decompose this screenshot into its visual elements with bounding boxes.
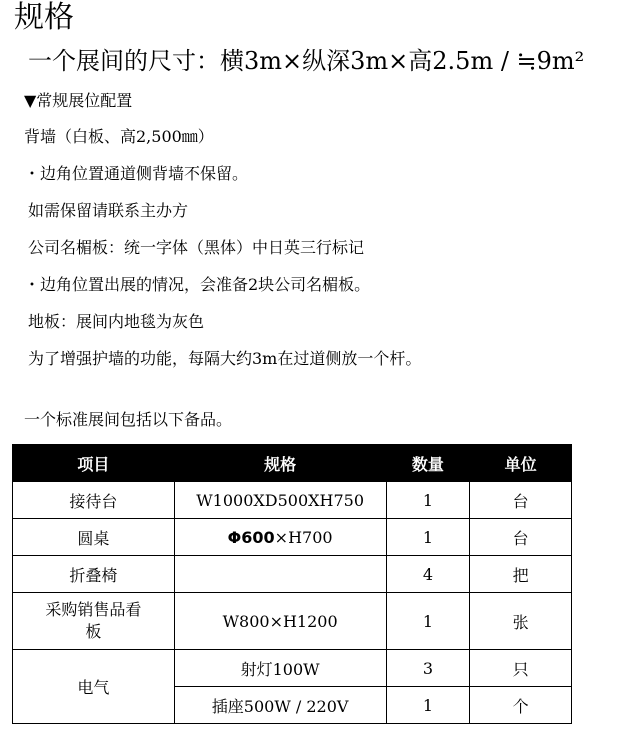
cell-spec bbox=[174, 519, 386, 556]
table-row bbox=[13, 650, 572, 687]
text-line: 地板：展间内地毯为灰色 bbox=[28, 312, 205, 331]
cell-qty: 3 bbox=[386, 650, 470, 687]
cell-item: 圆桌 bbox=[13, 519, 175, 556]
cell-unit: 个 bbox=[470, 687, 572, 724]
text-line: 为了增强护墙的功能，每隔大约3m在过道侧放一个杆。 bbox=[28, 349, 422, 368]
cell-qty: 1 bbox=[386, 519, 470, 556]
text-line: 公司名楣板：统一字体（黑体）中日英三行标记 bbox=[28, 238, 365, 257]
cell-item: 接待台 bbox=[13, 482, 175, 519]
text-line: ・边角位置通道侧背墙不保留。 bbox=[24, 164, 249, 183]
text-line: 背墙（白板、高2,500㎜） bbox=[24, 127, 214, 146]
cell-spec bbox=[174, 556, 386, 593]
cell-unit: 台 bbox=[470, 482, 572, 519]
table-row bbox=[13, 519, 572, 556]
cell-unit: 台 bbox=[470, 519, 572, 556]
cell-item-electric: 电气 bbox=[13, 650, 175, 724]
cell-unit: 张 bbox=[470, 593, 572, 650]
booth-size: 一个展间的尺寸：横3m×纵深3m×高2.5m / ≒9m² bbox=[28, 47, 585, 75]
text-line: ・边角位置出展的情况，会准备2块公司名楣板。 bbox=[24, 275, 371, 294]
cell-item: 折叠椅 bbox=[13, 556, 175, 593]
cell-unit: 只 bbox=[470, 650, 572, 687]
cell-qty: 4 bbox=[386, 556, 470, 593]
text-line: 如需保留请联系主办方 bbox=[28, 201, 189, 220]
cell-spec: W800×H1200 bbox=[174, 593, 386, 650]
cell-unit: 把 bbox=[470, 556, 572, 593]
cell-qty: 1 bbox=[386, 593, 470, 650]
cell-qty: 1 bbox=[386, 687, 470, 724]
table-row bbox=[13, 482, 572, 519]
cell-spec: 射灯100W bbox=[174, 650, 386, 687]
table-row bbox=[13, 556, 572, 593]
cell-item: 采购销售品看板 bbox=[13, 593, 175, 650]
cell-spec: 插座500W / 220V bbox=[174, 687, 386, 724]
header-spec: 规格 bbox=[174, 445, 386, 482]
equipment-table bbox=[12, 444, 572, 724]
header-unit: 单位 bbox=[470, 445, 572, 482]
cell-spec: W1000XD500XH750 bbox=[174, 482, 386, 519]
spec-bold: Φ600 bbox=[227, 527, 275, 547]
table-intro: 一个标准展间包括以下备品。 bbox=[24, 410, 233, 429]
header-item: 项目 bbox=[13, 445, 175, 482]
section-heading: ▼常规展位配置 bbox=[24, 91, 133, 110]
cell-qty: 1 bbox=[386, 482, 470, 519]
table-header-row bbox=[13, 445, 572, 482]
table-row bbox=[13, 593, 572, 650]
spec-rest: ×H700 bbox=[274, 527, 333, 547]
page-title: 规格 bbox=[14, 0, 74, 35]
header-qty: 数量 bbox=[386, 445, 470, 482]
